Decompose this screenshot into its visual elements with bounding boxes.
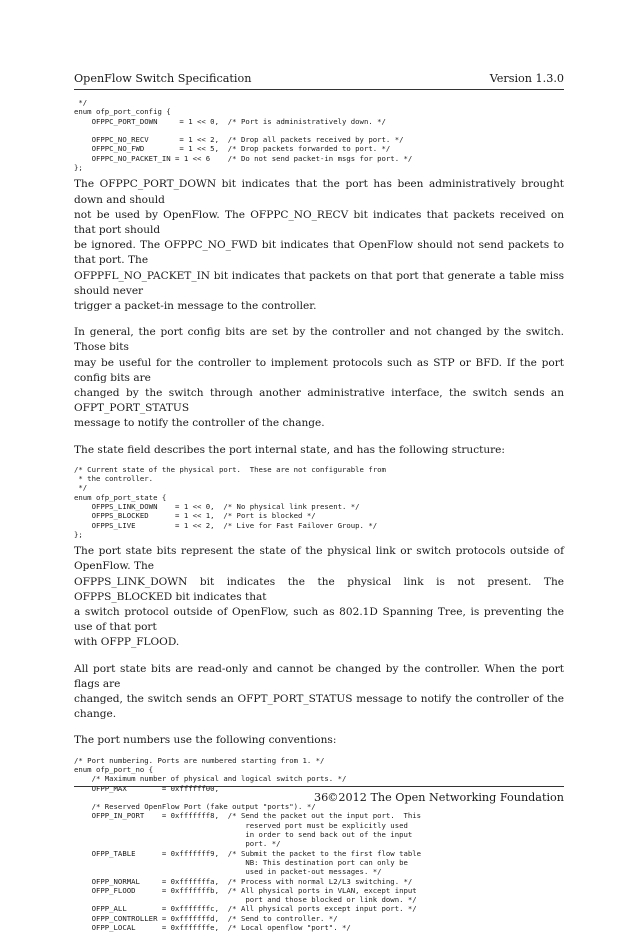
paragraph-port-numbers: The port numbers use the following conventions: — [74, 734, 337, 747]
code-block-port-config: */ enum ofp_port_config { OFPPC_PORT_DOWN = 1 << 0, /* Port is administratively down. */ OFPPC_NO_RECV = 1 << 2, /* Drop all packets received by port. */ OFPPC_NO_FWD = 1 << 5, /* Drop packets forwarded to port. */ OFPPC_NO_PACKET_IN = 1 << 6 /* Do not send packet-in msgs for port. */ }; — [74, 98, 413, 173]
paragraph-port-state-bits: The port state bits represent the state of the physical link or switch protocols outside of OpenFlow. The OFPPS_LINK_DOWN bit indicates the the physical link is not present. The OFPPS_BLOCKED bit indicates that a switch protocol outside of OpenFlow, such as 802.1D Spanning Tree, is preventing the use of that port with OFPP_FLOOD. — [74, 545, 564, 649]
header-title: OpenFlow Switch Specification — [74, 72, 252, 85]
page-body — [74, 98, 564, 932]
paragraph-port-config-bits: The OFPPC_PORT_DOWN bit indicates that the port has been administratively brought down and should not be used by OpenFlow. The OFPPC_NO_RECV bit indicates that packets received on that port should be ignored. The OFPPC_NO_FWD bit indicates that OpenFlow should not send packets to that port. The OFPPFL_NO_PACKET_IN bit indicates that packets on that port that generate a table miss should never trigger a packet-in message to the controller. — [74, 178, 564, 312]
paragraph-state-field: The state field describes the port internal state, and has the following structure: — [74, 443, 505, 456]
footer-copyright: ©2012 The Open Networking Foundation — [327, 791, 564, 804]
header-version: Version 1.3.0 — [489, 72, 564, 85]
running-header — [74, 72, 564, 86]
footer-rule — [74, 786, 564, 787]
header-rule — [74, 89, 564, 90]
page-number: 36 — [314, 791, 329, 804]
code-block-port-state: /* Current state of the physical port. These are not configurable from * the controller. */ enum ofp_port_state { OFPPS_LINK_DOWN = 1 << 0, /* No physical link present. */ OFPPS_BLOCKED = 1 << 1, /* Port is blocked */ OFPPS_LIVE = 1 << 2, /* Live for Fast Failover Group. */ }; — [74, 464, 386, 539]
running-footer — [74, 791, 564, 805]
paragraph-config-set-by-controller: In general, the port config bits are set by the controller and not changed by the switch. Those bits may be useful for the controller to implement protocols such as STP or BFD. If the port config bits are changed by the switch through another administrative interface, the switch sends an OFPT_PORT_STATUS message to notify the controller of the change. — [74, 326, 564, 430]
code-block-port-numbering: /* Port numbering. Ports are numbered starting from 1. */ enum ofp_port_no { /* Maximum number of physical and logical switch ports. */ OFPP_MAX = 0xffffff00, /* Reserved OpenFlow Port (fake output "ports"). */ OFPP_IN_PORT = 0xfffffff8, /* Send the packet out the input port. This reserved port must be explicitly used in order to send back out of the input port. */ OFPP_TABLE = 0xfffffff9, /* Submit the packet to the first flow table NB: This destination port can only be used in packet-out messages. */ OFPP_NORMAL = 0xfffffffa, /* Process with normal L2/L3 switching. */ OFPP_FLOOD = 0xfffffffb, /* All physical ports in VLAN, except input port and those blocked or link down. */ OFPP_ALL = 0xfffffffc, /* All physical ports except input port. */ OFPP_CONTROLLER = 0xfffffffd, /* Send to controller. */ OFPP_LOCAL = 0xfffffffe, /* Local openflow "port". */ — [74, 755, 422, 932]
paragraph-read-only-state: All port state bits are read-only and cannot be changed by the controller. When the port flags are changed, the switch sends an OFPT_PORT_STATUS message to notify the controller of the change. — [74, 662, 564, 721]
